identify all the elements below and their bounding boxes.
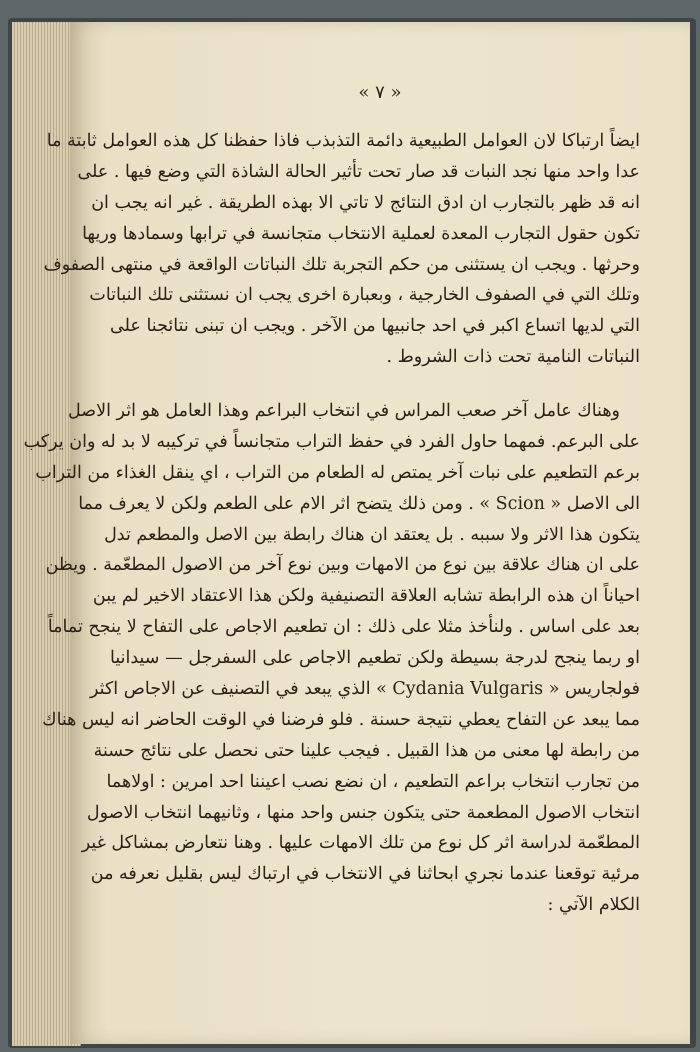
text-line: التي لديها اتساع اكبر في احد جانبيها من الآخر . ويجب ان تبنى نتائجنا على (110, 316, 640, 337)
book-page (23, 22, 690, 1044)
text-line: انه قد ظهر بالتجارب ان ادق النتائج لا تاتي الا بهذه الطريقة . غير انه يجب ان (91, 192, 640, 213)
text-line: فولجاريس « Cydania Vulgaris » الذي يبعد في التصنيف عن الاجاص اكثر (90, 679, 640, 700)
text-line: وتلك التي في الصفوف الخارجية ، وبعبارة اخرى يجب ان نستثنى تلك النباتات (89, 285, 640, 306)
text-line: وهناك عامل آخر صعب المراس في انتخاب البراعم وهذا العامل هو اثر الاصل (68, 401, 620, 421)
text-line: الكلام الآتي : (547, 895, 640, 916)
text-line: يتكون هذا الاثر ولا سببه . بل يعتقد ان هناك رابطة بين الاصل والمطعم تدل (104, 524, 640, 545)
text-line: الى الاصل « Scion » . ومن ذلك يتضح اثر الام على الطعم ولكن لا يعرف مما (78, 493, 640, 514)
text-line: انتخاب الاصول المطعمة حتى يتكون جنس واحد منها ، وثانيهما انتخاب الاصول (86, 802, 640, 823)
text-line: احياناً ان هذه الرابطة تشابه العلاقة التصنيفية ولكن هذا الاعتقاد الاخير لم يبن (92, 586, 640, 607)
text-line: وحرثها . ويجب ان يستثنى من حكم التجربة تلك النباتات الواقعة في منتهى الصفوف (43, 254, 640, 275)
text-line: ايضاً ارتباكا لان العوامل الطبيعية دائمة التذبذب فاذا حفظنا كل هذه العوامل ثابتة ما (46, 131, 640, 151)
paragraph-1 (43, 126, 640, 373)
text-line: مرئية توقعنا عندما نجري ابحاثنا في الانتخاب في ارتباك ليس بقليل نعرفه من (90, 864, 640, 885)
text-line: على ان هناك علاقة بين نوع من الامهات وبين نوع آخر من الاصول المطعّمة . ويظن (45, 555, 640, 576)
page-number: « ٧ » (358, 82, 402, 103)
text-line: النباتات النامية تحت ذات الشروط . (386, 347, 640, 368)
paragraph-2 (23, 396, 640, 921)
text-line: من تجارب انتخاب براعم التطعيم ، ان نضع نصب اعيننا احد امرين : اولاهما (106, 771, 640, 792)
text-line: من رابطة لها معنى من هذا القبيل . فيجب علينا حتى نحصل على نتائج حسنة (93, 740, 640, 761)
text-line: بعد على اساس . ولنأخذ مثلا على ذلك : ان تطعيم الاجاص على التفاح لا ينجح تماماً (47, 617, 640, 638)
text-line: او ربما ينجح لدرجة بسيطة ولكن تطعيم الاجاص على السفرجل — سيدانيا (110, 648, 640, 669)
text-line: مما يبعد عن التفاح يعطي نتيجة حسنة . فلو فرضنا في الوقت الحاضر انه ليس هناك (42, 709, 640, 730)
text-line: المطعّمة لدراسة اثر كل نوع من تلك الامهات عليها . وهنا نتعارض بمشاكل غير (81, 833, 640, 854)
text-line: على البرعم. فمهما حاول الفرد في حفظ التراب متجانساً في تركيبه لا بد له وان يركب (23, 431, 640, 452)
text-line: عدا واحد منها نجد النبات قد صار تحت تأثير الحالة الشاذة التي وضع فيها . على (77, 161, 640, 182)
text-line: برعم التطعيم على نبات آخر يمتص له الطعام من التراب ، اي ينقل الغذاء من التراب (35, 462, 640, 483)
text-line: تكون حقول التجارب المعدة لعملية الانتخاب متجانسة في ترابها وسمادها وريها (82, 223, 640, 244)
